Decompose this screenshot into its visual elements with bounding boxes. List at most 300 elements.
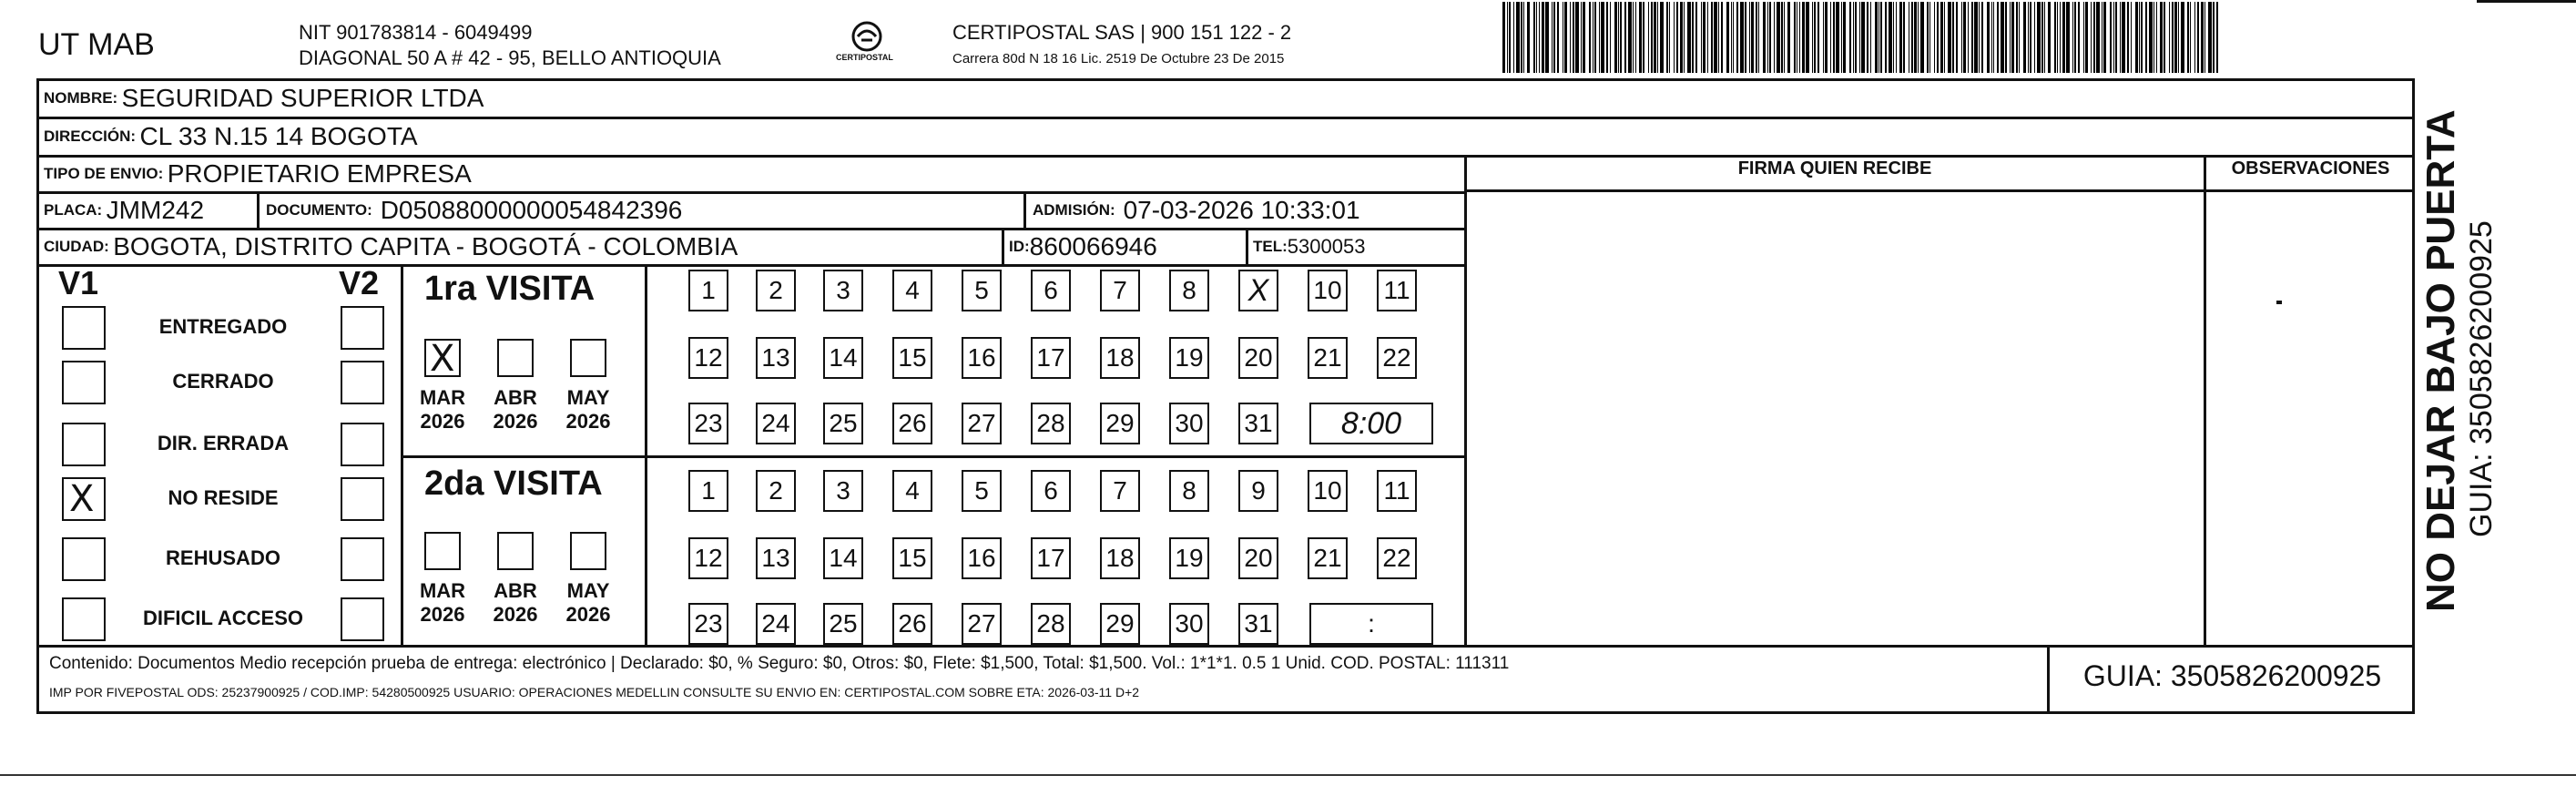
placa-value: JMM242 [106, 196, 205, 224]
day-box[interactable]: 28 [1031, 403, 1071, 444]
barcode-bar [1920, 2, 1924, 73]
v1-checkbox[interactable] [62, 477, 106, 521]
carrier-license: Carrera 80d N 18 16 Lic. 2519 De Octubre 23 De 2015 [952, 51, 1285, 66]
barcode-bar [2044, 2, 2045, 73]
day-box[interactable]: 2 [756, 270, 796, 311]
barcode-bar [2001, 2, 2004, 73]
day-box[interactable]: 26 [892, 403, 932, 444]
barcode-bar [1806, 2, 1809, 73]
barcode-bar [1714, 2, 1717, 73]
barcode-bar [1944, 2, 1945, 73]
barcode-bar [2204, 2, 2205, 73]
barcode-bar [1570, 2, 1571, 73]
barcode-bar [1979, 2, 1980, 73]
day-box[interactable]: 27 [962, 403, 1002, 444]
month-checkbox[interactable] [424, 532, 461, 570]
day-box[interactable]: 10 [1308, 470, 1348, 512]
check-mark: X [69, 478, 95, 520]
barcode-bar [1961, 2, 1962, 73]
day-box[interactable]: 28 [1031, 603, 1071, 645]
barcode-bar [1736, 2, 1738, 73]
v1-checkbox[interactable] [62, 537, 106, 581]
status-option-label: NO RESIDE [168, 486, 279, 509]
barcode-bar [1745, 2, 1746, 73]
barcode-bar [1509, 2, 1511, 73]
v1-checkbox[interactable] [62, 597, 106, 641]
barcode-bar [2030, 2, 2031, 73]
day-box[interactable]: 5 [962, 270, 1002, 311]
barcode-bar [2190, 2, 2191, 73]
day-box[interactable]: 1 [688, 270, 728, 311]
barcode-bar [1767, 2, 1768, 73]
barcode-bar [2174, 2, 2177, 73]
barcode-bar [1553, 2, 1555, 73]
barcode-bar [1814, 2, 1816, 73]
divider [2204, 155, 2206, 647]
footer-guia: GUIA: 3505826200925 [2082, 659, 2382, 692]
barcode-bar [1502, 2, 1505, 73]
barcode-bar [1707, 2, 1708, 73]
divider [1023, 191, 1026, 228]
barcode-bar [1740, 2, 1744, 73]
id-value: 860066946 [1029, 232, 1157, 260]
barcode-bar [1676, 2, 1678, 73]
barcode-bar [2016, 2, 2018, 73]
barcode-bar [1861, 2, 1865, 73]
barcode-bar [2213, 2, 2215, 73]
day-box[interactable]: 30 [1169, 403, 1209, 444]
barcode-bar [2010, 2, 2011, 73]
barcode-bar [1823, 2, 1824, 73]
year-label: 2026 [420, 410, 465, 433]
barcode-bar [1552, 2, 1553, 73]
barcode-bar [1599, 2, 1600, 73]
day-box[interactable]: 20 [1238, 337, 1278, 379]
barcode-bar [1751, 2, 1754, 73]
direccion-value: CL 33 N.15 14 BOGOTA [139, 122, 418, 150]
month-year [410, 579, 475, 627]
divider [1464, 155, 1467, 647]
barcode-bar [1927, 2, 1929, 73]
day-box[interactable]: 4 [892, 470, 932, 512]
barcode-bar [1521, 2, 1522, 73]
month-checkbox[interactable] [570, 532, 606, 570]
barcode-bar [1628, 2, 1632, 73]
barcode-bar [1692, 2, 1694, 73]
barcode-bar [1654, 2, 1656, 73]
corner-mark [2477, 0, 2576, 3]
logo-text: CERTIPOSTAL [836, 53, 893, 62]
barcode-bar [2120, 2, 2121, 73]
year-label: 2026 [493, 410, 538, 433]
barcode-bar [1817, 2, 1819, 73]
barcode-bar [1624, 2, 1626, 73]
day-box[interactable]: 16 [962, 537, 1002, 579]
barcode-bar [1539, 2, 1540, 73]
barcode-bar [1914, 2, 1917, 73]
side-guia: GUIA: 3505826200925 [2464, 220, 2499, 537]
barcode-bar [1680, 2, 1683, 73]
footer-content-line: Contenido: Documentos Medio recepción prueba de entrega: electrónico | Declarado: $0, % Seguro: $0, Otros: $0, Flete: $1,500, Total: $1,500. Vol.: 1*1*1. 0.5 1 Unid. COD. POSTAL: 111311 [49, 654, 1510, 673]
barcode-bar [1763, 2, 1766, 73]
day-box[interactable]: 10 [1308, 270, 1348, 311]
barcode-bar [2048, 2, 2051, 73]
barcode-bar [1956, 2, 1958, 73]
barcode-bar [2181, 2, 2184, 73]
barcode-bar [1794, 2, 1796, 73]
carrier-name: CERTIPOSTAL SAS | 900 151 122 - 2 [952, 21, 1292, 44]
month-label: MAY [566, 386, 610, 409]
day-box[interactable]: 5 [962, 470, 1002, 512]
status-option-label: DIFICIL ACCESO [142, 607, 303, 629]
barcode-bar [1784, 2, 1785, 73]
admision-value: 07-03-2026 10:33:01 [1123, 196, 1360, 224]
barcode-bar [1635, 2, 1636, 73]
day-box[interactable]: 22 [1377, 337, 1417, 379]
barcode-bar [2141, 2, 2143, 73]
time-box[interactable]: 8:00 [1309, 403, 1433, 444]
day-box[interactable]: 17 [1031, 337, 1071, 379]
v1-checkbox[interactable] [62, 306, 106, 350]
barcode-bar [2139, 2, 2140, 73]
day-box[interactable]: 18 [1100, 337, 1140, 379]
v2-checkbox[interactable] [341, 477, 384, 521]
day-box[interactable]: 2 [756, 470, 796, 512]
month-label: MAR [419, 579, 466, 602]
barcode-bar [1911, 2, 1913, 73]
barcode-bar [1867, 2, 1868, 73]
barcode-bar [1940, 2, 1943, 73]
barcode-bar [1573, 2, 1574, 73]
ciudad-value: BOGOTA, DISTRITO CAPITA - BOGOTÁ - COLOMBIA [113, 232, 738, 260]
tipo-label: TIPO DE ENVIO: [44, 165, 164, 182]
barcode-bar [1870, 2, 1871, 73]
month-label: MAY [566, 579, 610, 602]
status-option-label: CERRADO [172, 370, 274, 393]
month-year [410, 386, 475, 434]
day-box[interactable]: 7 [1100, 270, 1140, 311]
tel-label: TEL: [1253, 238, 1288, 255]
barcode-bar [1781, 2, 1783, 73]
day-box[interactable]: 31 [1238, 403, 1278, 444]
barcode-bar [1787, 2, 1790, 73]
day-box[interactable]: 3 [823, 470, 863, 512]
barcode-bar [1929, 2, 1930, 73]
day-box[interactable]: 25 [823, 603, 863, 645]
month-checkbox[interactable] [497, 339, 534, 377]
day-box[interactable]: 17 [1031, 537, 1071, 579]
day-box[interactable]: 25 [823, 403, 863, 444]
admision-row [1033, 192, 1360, 229]
day-box[interactable]: 16 [962, 337, 1002, 379]
barcode-bar [2145, 2, 2147, 73]
divider [1002, 228, 1004, 264]
barcode-bar [1830, 2, 1831, 73]
barcode-bar [1674, 2, 1675, 73]
v2-checkbox[interactable] [341, 306, 384, 350]
barcode-bar [1855, 2, 1857, 73]
barcode-bar [1684, 2, 1685, 73]
day-box[interactable]: 9 [1238, 470, 1278, 512]
day-box[interactable]: 18 [1100, 537, 1140, 579]
company-nit: NIT 901783814 - 6049499 [299, 21, 533, 44]
barcode-bar [1701, 2, 1702, 73]
barcode-bar [1934, 2, 1935, 73]
day-box[interactable]: 29 [1100, 603, 1140, 645]
second-visit-title: 2da VISITA [424, 464, 603, 503]
barcode-bar [2034, 2, 2035, 73]
day-box[interactable]: 14 [823, 337, 863, 379]
barcode-bar [1825, 2, 1828, 73]
day-box[interactable]: 8 [1169, 270, 1209, 311]
observaciones-header: OBSERVACIONES [2231, 158, 2390, 179]
day-box[interactable]: 15 [892, 537, 932, 579]
month-year [555, 579, 621, 627]
barcode-bar [1993, 2, 1994, 73]
barcode-bar [2208, 2, 2212, 73]
barcode-bar [2103, 2, 2106, 73]
day-box[interactable]: 21 [1308, 337, 1348, 379]
barcode-bar [1769, 2, 1771, 73]
barcode-bar [2066, 2, 2070, 73]
barcode-bar [1981, 2, 1983, 73]
barcode-bar [1594, 2, 1596, 73]
stray-mark [2276, 301, 2282, 304]
id-label: ID: [1009, 238, 1030, 255]
barcode-bar [1660, 2, 1664, 73]
barcode-bar [1756, 2, 1757, 73]
barcode-bar [1859, 2, 1860, 73]
company-address: DIAGONAL 50 A # 42 - 95, BELLO ANTIOQUIA [299, 46, 721, 69]
barcode-bar [1833, 2, 1835, 73]
barcode-bar [1687, 2, 1691, 73]
month-year [555, 386, 621, 434]
day-box[interactable]: 23 [688, 603, 728, 645]
barcode-bar [2028, 2, 2029, 73]
day-box[interactable]: 21 [1308, 537, 1348, 579]
barcode-bar [1527, 2, 1530, 73]
v1-header: V1 [58, 264, 99, 301]
day-box[interactable]: 6 [1031, 470, 1071, 512]
barcode-bar [1974, 2, 1978, 73]
divider [257, 191, 260, 228]
day-box[interactable]: 30 [1169, 603, 1209, 645]
day-box[interactable]: 22 [1377, 537, 1417, 579]
day-box[interactable]: 20 [1238, 537, 1278, 579]
barcode-bar [1952, 2, 1954, 73]
v2-checkbox[interactable] [341, 361, 384, 404]
month-checkbox[interactable] [424, 338, 461, 380]
barcode-bar [1643, 2, 1644, 73]
placa-row [44, 192, 204, 229]
day-box[interactable]: 27 [962, 603, 1002, 645]
company-name: UT MAB [38, 27, 155, 62]
status-option-label: REHUSADO [166, 546, 280, 569]
tipo-row [44, 156, 472, 192]
check-mark: X [430, 338, 455, 380]
barcode-bar [2054, 2, 2056, 73]
day-box[interactable]: 11 [1377, 470, 1417, 512]
day-box[interactable]: 12 [688, 337, 728, 379]
barcode-bar [1774, 2, 1775, 73]
barcode-bar [1726, 2, 1729, 73]
divider [1466, 189, 2415, 192]
v2-checkbox[interactable] [341, 597, 384, 641]
barcode-bar [2135, 2, 2138, 73]
divider [1246, 228, 1248, 264]
month-year [483, 386, 548, 434]
barcode-bar [1639, 2, 1642, 73]
barcode-bar [1648, 2, 1649, 73]
barcode-bar [2113, 2, 2114, 73]
day-box[interactable]: 26 [892, 603, 932, 645]
day-box[interactable]: 19 [1169, 337, 1209, 379]
barcode-bar [2102, 2, 2103, 73]
footer-print-line: IMP POR FIVEPOSTAL ODS: 25237900925 / COD.IMP: 54280500925 USUARIO: OPERACIONES MEDELLIN CONSULTE SU ENVIO EN: CERTIPOSTAL.COM SOBRE ETA: 2026-03-11 D+2 [49, 685, 1140, 699]
barcode-bar [2156, 2, 2157, 73]
barcode-bar [1918, 2, 1919, 73]
barcode-bar [2160, 2, 2163, 73]
barcode-bar [1523, 2, 1524, 73]
v2-checkbox[interactable] [341, 537, 384, 581]
barcode-bar [1533, 2, 1535, 73]
month-year [483, 579, 548, 627]
barcode-bar [1516, 2, 1520, 73]
first-visit-title: 1ra VISITA [424, 270, 596, 308]
barcode-bar [2153, 2, 2154, 73]
month-label: MAR [419, 386, 466, 409]
barcode-bar [1889, 2, 1892, 73]
day-box[interactable]: 13 [756, 337, 796, 379]
divider [401, 455, 1466, 458]
barcode-bar [1557, 2, 1559, 73]
day-box[interactable]: 15 [892, 337, 932, 379]
barcode-bar [2023, 2, 2026, 73]
barcode-bar [2149, 2, 2153, 73]
barcode-bar [1849, 2, 1851, 73]
admision-label: ADMISIÓN: [1033, 201, 1115, 219]
day-box[interactable]: 29 [1100, 403, 1140, 444]
side-warning: NO DEJAR BAJO PUERTA [2418, 109, 2463, 612]
barcode-bar [1618, 2, 1619, 73]
v1-checkbox[interactable] [62, 361, 106, 404]
placa-label: PLACA: [44, 201, 103, 219]
barcode-bar [2005, 2, 2007, 73]
barcode-bar [1836, 2, 1839, 73]
barcode-bar [1733, 2, 1734, 73]
barcode-bar [1542, 2, 1544, 73]
day-box[interactable]: 19 [1169, 537, 1209, 579]
barcode-bar [1610, 2, 1611, 73]
barcode-bar [2011, 2, 2014, 73]
year-label: 2026 [565, 603, 611, 626]
barcode-bar [2169, 2, 2170, 73]
day-box[interactable]: X [1238, 270, 1278, 311]
barcode-bar [1669, 2, 1670, 73]
barcode-bar [1731, 2, 1732, 73]
day-box[interactable]: 31 [1238, 603, 1278, 645]
barcode-bar [2083, 2, 2084, 73]
day-box[interactable]: 7 [1100, 470, 1140, 512]
barcode-bar [1853, 2, 1854, 73]
barcode-bar [1812, 2, 1813, 73]
barcode-bar [2178, 2, 2179, 73]
barcode-bar [1758, 2, 1759, 73]
barcode-bar [1963, 2, 1966, 73]
barcode-bar [2110, 2, 2112, 73]
ciudad-row [44, 229, 738, 265]
barcode-bar [2201, 2, 2204, 73]
barcode-bar [1583, 2, 1585, 73]
month-checkbox[interactable] [497, 532, 534, 570]
barcode-bar [1564, 2, 1567, 73]
barcode-bar [1601, 2, 1604, 73]
firma-header: FIRMA QUIEN RECIBE [1737, 158, 1932, 179]
barcode-bar [1802, 2, 1805, 73]
certipostal-logo-icon [836, 18, 893, 69]
barcode-bar [2197, 2, 2199, 73]
ciudad-label: CIUDAD: [44, 238, 109, 255]
day-box[interactable]: 24 [756, 603, 796, 645]
nombre-value: SEGURIDAD SUPERIOR LTDA [121, 84, 484, 112]
v1-checkbox[interactable] [62, 423, 106, 466]
day-box[interactable]: 13 [756, 537, 796, 579]
barcode-bar [1968, 2, 1969, 73]
barcode-bar [1991, 2, 1992, 73]
month-label: ABR [494, 579, 537, 602]
tipo-value: PROPIETARIO EMPRESA [167, 159, 472, 188]
barcode-bar [2172, 2, 2174, 73]
month-checkbox[interactable] [570, 339, 606, 377]
day-box[interactable]: 6 [1031, 270, 1071, 311]
barcode-bar [1948, 2, 1951, 73]
divider [36, 645, 2415, 648]
barcode-bar [1703, 2, 1705, 73]
nombre-label: NOMBRE: [44, 89, 118, 107]
barcode-bar [2057, 2, 2058, 73]
barcode-bar [2085, 2, 2088, 73]
barcode-bar [1997, 2, 1999, 73]
time-box[interactable]: : [1309, 603, 1433, 645]
barcode-bar [2164, 2, 2165, 73]
tel-row [1253, 229, 1365, 265]
day-box[interactable]: 8 [1169, 470, 1209, 512]
day-box[interactable]: 12 [688, 537, 728, 579]
day-box[interactable]: 4 [892, 270, 932, 311]
barcode-bar [1507, 2, 1508, 73]
day-box[interactable]: 24 [756, 403, 796, 444]
year-label: 2026 [565, 410, 611, 433]
barcode-bar [2122, 2, 2125, 73]
v2-checkbox[interactable] [341, 423, 384, 466]
barcode-bar [1589, 2, 1591, 73]
day-box[interactable]: 23 [688, 403, 728, 444]
barcode-bar [2115, 2, 2117, 73]
day-box[interactable]: 3 [823, 270, 863, 311]
barcode-bar [2060, 2, 2061, 73]
barcode-bar [1651, 2, 1653, 73]
day-box[interactable]: 14 [823, 537, 863, 579]
barcode-bar [1799, 2, 1800, 73]
barcode-bar [1885, 2, 1887, 73]
barcode-bar [1903, 2, 1905, 73]
day-box[interactable]: 11 [1377, 270, 1417, 311]
status-option-label: DIR. ERRADA [157, 432, 290, 454]
barcode-bar [1657, 2, 1658, 73]
day-box[interactable]: 1 [688, 470, 728, 512]
barcode [1502, 2, 2231, 73]
barcode-bar [2216, 2, 2218, 73]
